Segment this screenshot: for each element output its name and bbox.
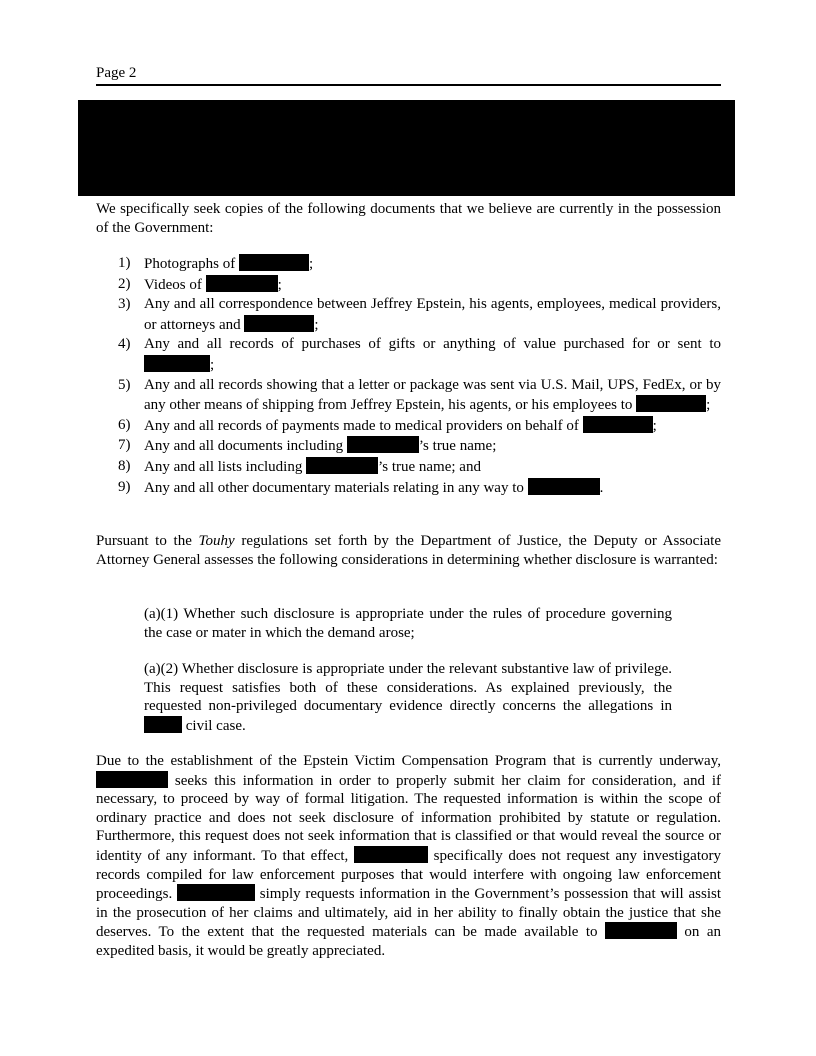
redaction [177, 884, 255, 901]
redaction [144, 716, 182, 733]
redaction-block [78, 100, 735, 196]
list-item: 9) Any and all other documentary materials relating in any way to . [118, 478, 604, 496]
redaction [144, 355, 210, 372]
page-header [96, 64, 721, 86]
touhy-paragraph: Pursuant to the Touhy regulations set forth by the Department of Justice, the Deputy or Associate Attorney General assesses the following considerations in determining whether disclosure is warranted: [96, 533, 721, 568]
list-item: 4) Any and all records of purchases of gifts or anything of value purchased for or sent to ; [118, 336, 721, 373]
redaction [354, 846, 428, 863]
list-item: 6) Any and all records of payments made to medical providers on behalf of ; [118, 416, 657, 434]
list-item: 5) Any and all records showing that a letter or package was sent via U.S. Mail, UPS, FedEx, or by any other means of shipping from Jeffrey Epstein, his agents, or his employees to ; [118, 376, 721, 414]
page-number: Page 2 [96, 65, 137, 81]
list-item: 2) Videos of ; [118, 275, 282, 293]
redaction [239, 254, 309, 271]
redaction [583, 416, 653, 433]
redaction [605, 922, 677, 939]
list-item: 3) Any and all correspondence between Jeffrey Epstein, his agents, employees, medical providers, or attorneys and ; [118, 296, 721, 333]
redaction [636, 395, 706, 412]
redaction [306, 457, 378, 474]
list-item: 1) Photographs of ; [118, 255, 314, 272]
closing-paragraph: Due to the establishment of the Epstein Victim Compensation Program that is currently underway, seeks this information in order to properly submit her claim for consideration, and if necessary, to proceed by way of formal litigation. The requested information is within the scope of ordinary practice and does not seek disclosure of information prohibited by statute or regulation. Furthermore, this request does not seek information that is classified or that would reveal the source or identity of any informant. To that effect, specifically does not request any investigatory records compiled for law enforcement purposes that would interfere with ongoing law enforcement proceedings. simply requests information in the Government’s possession that will assist in the prosecution of her claims and ultimately, aid in her ability to finally obtain the justice that she deserves. To the extent that the requested materials can be made available to on an expedited basis, it would be greatly appreciated. [96, 753, 721, 959]
request-list [96, 254, 721, 498]
criterion-a1: (a)(1) Whether such disclosure is appropriate under the rules of procedure governing the case or mater in which the demand arose; [144, 606, 672, 641]
intro-paragraph: We specifically seek copies of the following documents that we believe are currently in the possession of the Government: [96, 201, 721, 236]
criterion-a2: (a)(2) Whether disclosure is appropriate under the relevant substantive law of privilege. This request satisfies both of these considerations. As explained previously, the requested non-privileged documentary evidence directly concerns the allegations in civil case. [144, 661, 672, 734]
redaction [347, 436, 419, 453]
redaction [206, 275, 278, 292]
redaction [528, 478, 600, 495]
redaction [96, 771, 168, 788]
list-item: 7) Any and all documents including ’s true name; [118, 437, 497, 455]
redaction [244, 315, 314, 332]
list-item: 8) Any and all lists including ’s true name; and [118, 457, 481, 475]
